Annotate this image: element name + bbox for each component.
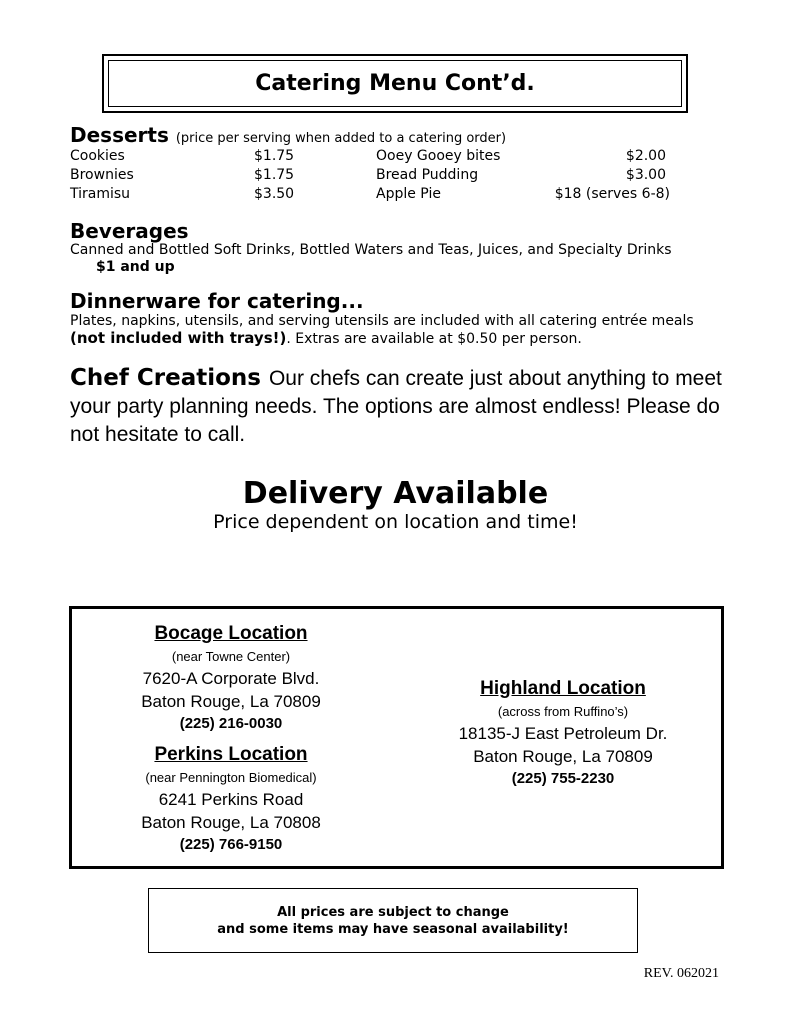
location-note: (across from Ruffino’s) bbox=[497, 704, 629, 719]
dessert-row bbox=[70, 166, 680, 185]
page-title: Catering Menu Cont’d. bbox=[255, 71, 535, 96]
location-phone: (225) 755-2230 bbox=[511, 770, 615, 787]
dessert-price: $18 (serves 6-8) bbox=[554, 186, 670, 202]
dessert-row bbox=[70, 185, 680, 204]
location-street: 7620-A Corporate Blvd. bbox=[142, 669, 320, 688]
dessert-price: $1.75 bbox=[254, 148, 295, 164]
location-name: Perkins Location bbox=[154, 744, 308, 765]
location-street: 18135-J East Petroleum Dr. bbox=[458, 724, 668, 743]
delivery-title: Delivery Available bbox=[242, 476, 549, 511]
location-city: Baton Rouge, La 70809 bbox=[141, 692, 321, 711]
location-city: Baton Rouge, La 70808 bbox=[141, 813, 321, 832]
dessert-item: Apple Pie bbox=[376, 186, 441, 202]
chef-creations-text: Our chefs can create just about anything to meet your party planning needs. The options are almost endless! Please do not hesitate to call. bbox=[70, 367, 722, 446]
location-name: Bocage Location bbox=[154, 623, 308, 644]
dessert-item: Brownies bbox=[70, 167, 134, 183]
location-note: (near Towne Center) bbox=[171, 649, 291, 664]
location-highland bbox=[438, 676, 688, 790]
chef-creations-block bbox=[70, 364, 730, 449]
delivery-subtitle: Price dependent on location and time! bbox=[213, 511, 578, 533]
location-bocage bbox=[116, 621, 346, 735]
locations-box bbox=[69, 606, 724, 869]
notice-line-2: and some items may have seasonal availability! bbox=[217, 921, 569, 937]
dessert-price: $1.75 bbox=[254, 167, 295, 183]
location-city: Baton Rouge, La 70809 bbox=[473, 747, 653, 766]
location-phone: (225) 216-0030 bbox=[179, 715, 283, 732]
dessert-price: $3.50 bbox=[254, 186, 295, 202]
beverages-text-block bbox=[70, 242, 710, 276]
dinnerware-extras-text: . Extras are available at $0.50 per person. bbox=[286, 331, 582, 347]
dinnerware-emphasis: (not included with trays!) bbox=[70, 329, 287, 347]
location-street: 6241 Perkins Road bbox=[158, 790, 304, 809]
location-phone: (225) 766-9150 bbox=[179, 836, 283, 853]
dessert-price: $2.00 bbox=[625, 148, 666, 164]
beverages-price: $1 and up bbox=[96, 259, 175, 275]
beverages-text: Canned and Bottled Soft Drinks, Bottled Waters and Teas, Juices, and Specialty Drinks bbox=[70, 242, 672, 258]
title-box-inner bbox=[108, 60, 682, 107]
dessert-item: Ooey Gooey bites bbox=[376, 148, 501, 164]
dessert-item: Tiramisu bbox=[70, 186, 131, 202]
dinnerware-text-block bbox=[70, 313, 730, 348]
dessert-row bbox=[70, 147, 680, 166]
dinnerware-heading: Dinnerware for catering... bbox=[70, 289, 364, 313]
title-box bbox=[102, 54, 688, 113]
desserts-heading: Desserts bbox=[70, 123, 169, 147]
dinnerware-text: Plates, napkins, utensils, and serving utensils are included with all catering entrée meals bbox=[70, 313, 694, 329]
beverages-heading: Beverages bbox=[70, 219, 189, 243]
location-note: (near Pennington Biomedical) bbox=[145, 770, 317, 785]
chef-creations-heading: Chef Creations bbox=[70, 365, 261, 391]
revision-label: REV. 062021 bbox=[643, 966, 719, 981]
dessert-item: Cookies bbox=[70, 148, 125, 164]
notice-line-1: All prices are subject to change bbox=[277, 904, 509, 920]
location-perkins bbox=[116, 742, 346, 856]
desserts-note: (price per serving when added to a catering order) bbox=[175, 131, 507, 146]
dessert-price: $3.00 bbox=[625, 167, 666, 183]
price-notice-box bbox=[148, 888, 638, 953]
location-name: Highland Location bbox=[480, 678, 646, 699]
dessert-item: Bread Pudding bbox=[376, 167, 479, 183]
